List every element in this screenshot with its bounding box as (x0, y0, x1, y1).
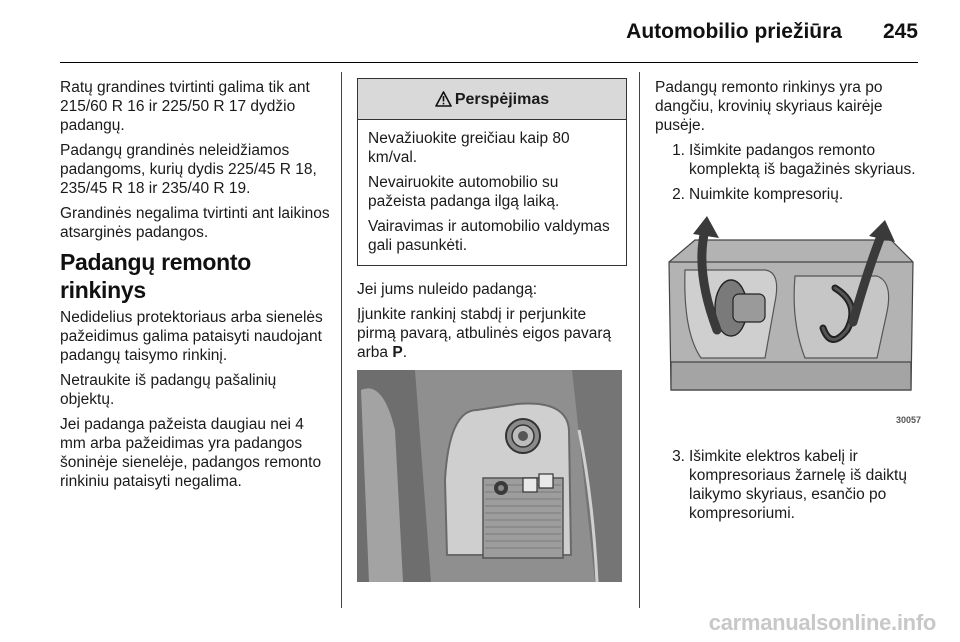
paragraph: Padangų grandinės neleidžiamos padangoms, kurių dydis 225/45 R 18, 235/45 R 18 ir 235/40 R 19. (60, 142, 317, 197)
watermark: carmanualsonline.info (708, 610, 936, 635)
compressor-illustration-graphic (655, 212, 919, 428)
column-2 (357, 78, 627, 601)
paragraph: Grandinės negalima tvirtinti ant laikinos atsarginės padangos. (60, 205, 330, 241)
gear-p-label: P (392, 344, 403, 361)
warning-text: Nevairuokite automobilio su pažeista padanga ilgą laiką. (368, 174, 560, 210)
paragraph: Jei jums nuleido padangą: (357, 281, 538, 298)
warning-header (358, 79, 626, 120)
trunk-compartment-illustration (357, 370, 627, 587)
list-item: 2. Nuimkite kompresorių. (672, 186, 844, 203)
paragraph: Ratų grandines tvirtinti galima tik ant 215/60 R 16 ir 225/50 R 17 dydžio padangų. (60, 79, 310, 134)
column-1 (60, 78, 332, 497)
steps-list-b (655, 447, 927, 523)
warning-body (358, 120, 626, 265)
warning-triangle-icon (435, 91, 452, 107)
paragraph: Nedidelius protektoriaus arba sienelės pažeidimus galima pataisyti naudojant padangų taisymo rinkinį. (60, 309, 323, 364)
chapter-title: Automobilio priežiūra (626, 20, 842, 43)
paragraph: Padangų remonto rinkinys yra po dangčiu, krovinių skyriaus kairėje pusėje. (655, 79, 883, 134)
section-heading: Padangų remonto rinkinys (60, 249, 252, 303)
steps-list-a (655, 141, 927, 204)
trunk-illustration-graphic (357, 370, 622, 582)
warning-title: Perspėjimas (454, 90, 550, 108)
header-rule (60, 62, 918, 63)
list-item: 1. Išimkite padangos remonto komplektą iš bagažinės skyriaus. (672, 142, 916, 178)
figure-code: 30057 (895, 415, 921, 425)
warning-text: Vairavimas ir automobilio valdymas gali pasunkėti. (368, 218, 610, 254)
column-3 (655, 78, 927, 529)
paragraph: Jei padanga pažeista daugiau nei 4 mm arba pažeidimas yra padangos šoninėje sienelėje, padangos remonto rinkiniu pataisyti negalima. (60, 416, 322, 490)
page-number: 245 (882, 20, 918, 43)
warning-text: Nevažiuokite greičiau kaip 80 km/val. (368, 130, 570, 166)
column-divider-1 (341, 72, 342, 608)
paragraph: Įjunkite rankinį stabdį ir perjunkite pirmą pavarą, atbulinės eigos pavarą arba P. (357, 306, 612, 361)
list-item: 3. Išimkite elektros kabelį ir kompresoriaus žarnelę iš daiktų laikymo skyriaus, esančio po kompresoriumi. (672, 448, 907, 522)
column-divider-2 (639, 72, 640, 608)
warning-box (357, 78, 627, 266)
page-header (0, 0, 960, 64)
paragraph: Netraukite iš padangų pašalinių objektų. (60, 372, 277, 408)
compressor-illustration (655, 212, 927, 433)
